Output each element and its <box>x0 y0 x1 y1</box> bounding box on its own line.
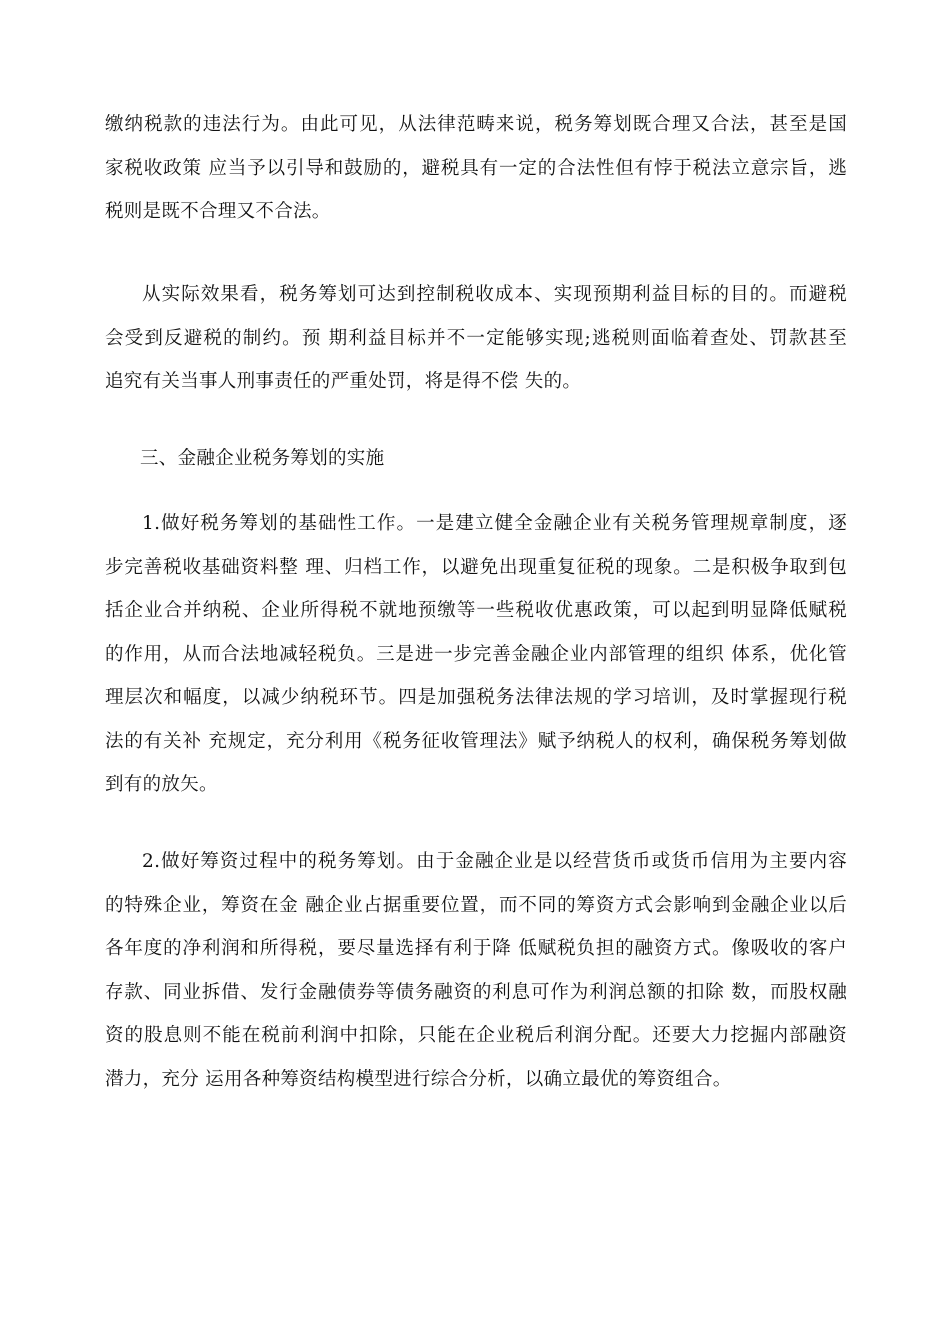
text-line: 1.做好税务筹划的基础性工作。一是建立健全金融企业有关税务管理规章制度，逐 <box>142 513 847 534</box>
text-line: 潜力，充分 运用各种筹资结构模型进行综合分析，以确立最优的筹资组合。 <box>105 1068 732 1090</box>
text-line: 步完善税收基础资料整 理、归档工作，以避免出现重复征税的现象。二是积极争取到包 <box>105 556 847 578</box>
text-line: 会受到反避税的制约。预 期利益目标并不一定能够实现;逃税则面临着查处、罚款甚至 <box>105 327 847 349</box>
section-heading: 三、金融企业税务筹划的实施 <box>140 448 385 469</box>
text-line: 到有的放矢。 <box>105 774 218 795</box>
text-line: 2.做好筹资过程中的税务筹划。由于金融企业是以经营货币或货币信用为主要内容 <box>142 851 847 872</box>
text-line: 税则是既不合理又不合法。 <box>105 201 331 222</box>
text-line: 家税收政策 应当予以引导和鼓励的，避税具有一定的合法性但有悖于税法立意宗旨，逃 <box>105 157 847 179</box>
text-line: 的特殊企业，筹资在金 融企业占据重要位置，而不同的筹资方式会影响到金融企业以后 <box>105 894 847 916</box>
text-line: 缴纳税款的违法行为。由此可见，从法律范畴来说，税务筹划既合理又合法，甚至是国 <box>105 114 847 135</box>
text-line: 的作用，从而合法地减轻税负。三是进一步完善金融企业内部管理的组织 体系，优化管 <box>105 643 847 665</box>
paragraph-legality-summary <box>105 103 847 234</box>
text-line: 括企业合并纳税、企业所得税不就地预缴等一些税收优惠政策，可以起到明显降低赋税 <box>105 600 847 621</box>
text-line: 资的股息则不能在税前利润中扣除，只能在企业税后利润分配。还要大力挖掘内部融资 <box>105 1025 847 1046</box>
paragraph-basic-work <box>105 502 847 807</box>
text-line: 追究有关当事人刑事责任的严重处罚，将是得不偿 失的。 <box>105 371 582 392</box>
paragraph-practical-effect <box>105 273 847 404</box>
text-line: 从实际效果看，税务筹划可达到控制税收成本、实现预期利益目标的目的。而避税 <box>142 284 847 305</box>
text-line: 存款、同业拆借、发行金融债券等债务融资的利息可作为利润总额的扣除 数，而股权融 <box>105 981 847 1003</box>
text-line: 各年度的净利润和所得税，要尽量选择有利于降 低赋税负担的融资方式。像吸收的客户 <box>105 938 847 959</box>
paragraph-financing <box>105 840 847 1101</box>
text-line: 法的有关补 充规定，充分利用《税务征收管理法》赋予纳税人的权利，确保税务筹划做 <box>105 730 847 752</box>
text-line: 理层次和幅度，以减少纳税环节。四是加强税务法律法规的学习培训，及时掌握现行税 <box>105 687 847 708</box>
